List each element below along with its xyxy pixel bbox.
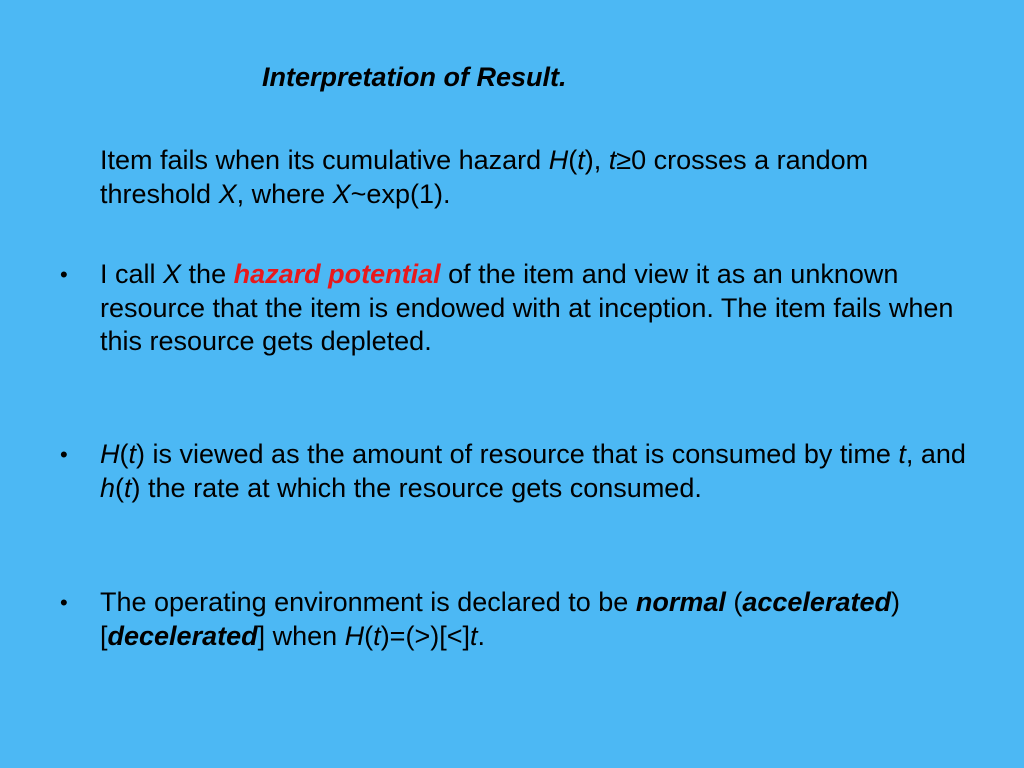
intro-paren-open: ( [568, 145, 578, 175]
b1-text-3: of the item and view it as an unknown resource that the item is endowed with at inception. The item fails when this resource gets depleted. [100, 259, 954, 356]
intro-H: H [548, 145, 569, 175]
intro-text-1: Item fails when its cumulative hazard [100, 145, 549, 175]
b3-text-5: )=(>)[<] [380, 620, 470, 651]
b3-H: H [344, 620, 365, 651]
b2-t3: t [124, 472, 132, 503]
b2-paren-open: ( [119, 439, 129, 469]
intro-paragraph [100, 144, 980, 211]
intro-paren-close: ) [584, 145, 594, 175]
b3-text-2: ( [725, 587, 743, 617]
intro-comma: , [593, 145, 609, 175]
bullet-item-hazard-potential [60, 258, 980, 359]
b3-decelerated: decelerated [107, 620, 258, 651]
bullet-icon: • [60, 262, 68, 287]
bullet-item-resource-consumption [60, 438, 980, 505]
b2-t2: t [898, 439, 906, 469]
b3-text-4: ] when [257, 620, 345, 651]
b2-H: H [100, 439, 120, 469]
b2-text-3: ) the rate at which the resource gets consumed. [131, 472, 702, 503]
b2-paren-open2: ( [115, 472, 125, 503]
b2-text-2: , and [905, 439, 966, 469]
intro-X2: X [332, 178, 351, 209]
b2-t: t [128, 439, 137, 469]
b3-t: t [373, 620, 381, 651]
intro-t2: t [608, 145, 617, 175]
b3-normal: normal [635, 587, 726, 617]
intro-text-2: ≥0 crosses a random threshold [100, 145, 869, 209]
b1-text-2: the [181, 259, 234, 289]
b1-emphasis: hazard potential [233, 259, 441, 289]
bullet-icon: • [60, 442, 68, 467]
b3-accelerated: accelerated [742, 587, 891, 617]
b3-text-3: ) [ [100, 587, 900, 651]
b3-t2: t [469, 620, 478, 651]
intro-t: t [577, 145, 585, 175]
bullet-item-operating-environment [60, 586, 980, 653]
intro-text-4: ~exp(1). [350, 178, 451, 209]
b3-text-6: . [477, 620, 485, 651]
bullet-icon: • [60, 590, 68, 615]
b2-h: h [100, 472, 116, 503]
b2-text-1: ) is viewed as the amount of resource that is consumed by time [136, 439, 899, 469]
b3-paren-open: ( [364, 620, 374, 651]
b3-text-1: The operating environment is declared to be [100, 587, 636, 617]
b1-text-1: I call [100, 259, 164, 289]
b1-X: X [163, 259, 182, 289]
intro-text-3: , where [236, 178, 333, 209]
intro-X: X [218, 178, 237, 209]
slide-title: Interpretation of Result. [262, 62, 567, 92]
